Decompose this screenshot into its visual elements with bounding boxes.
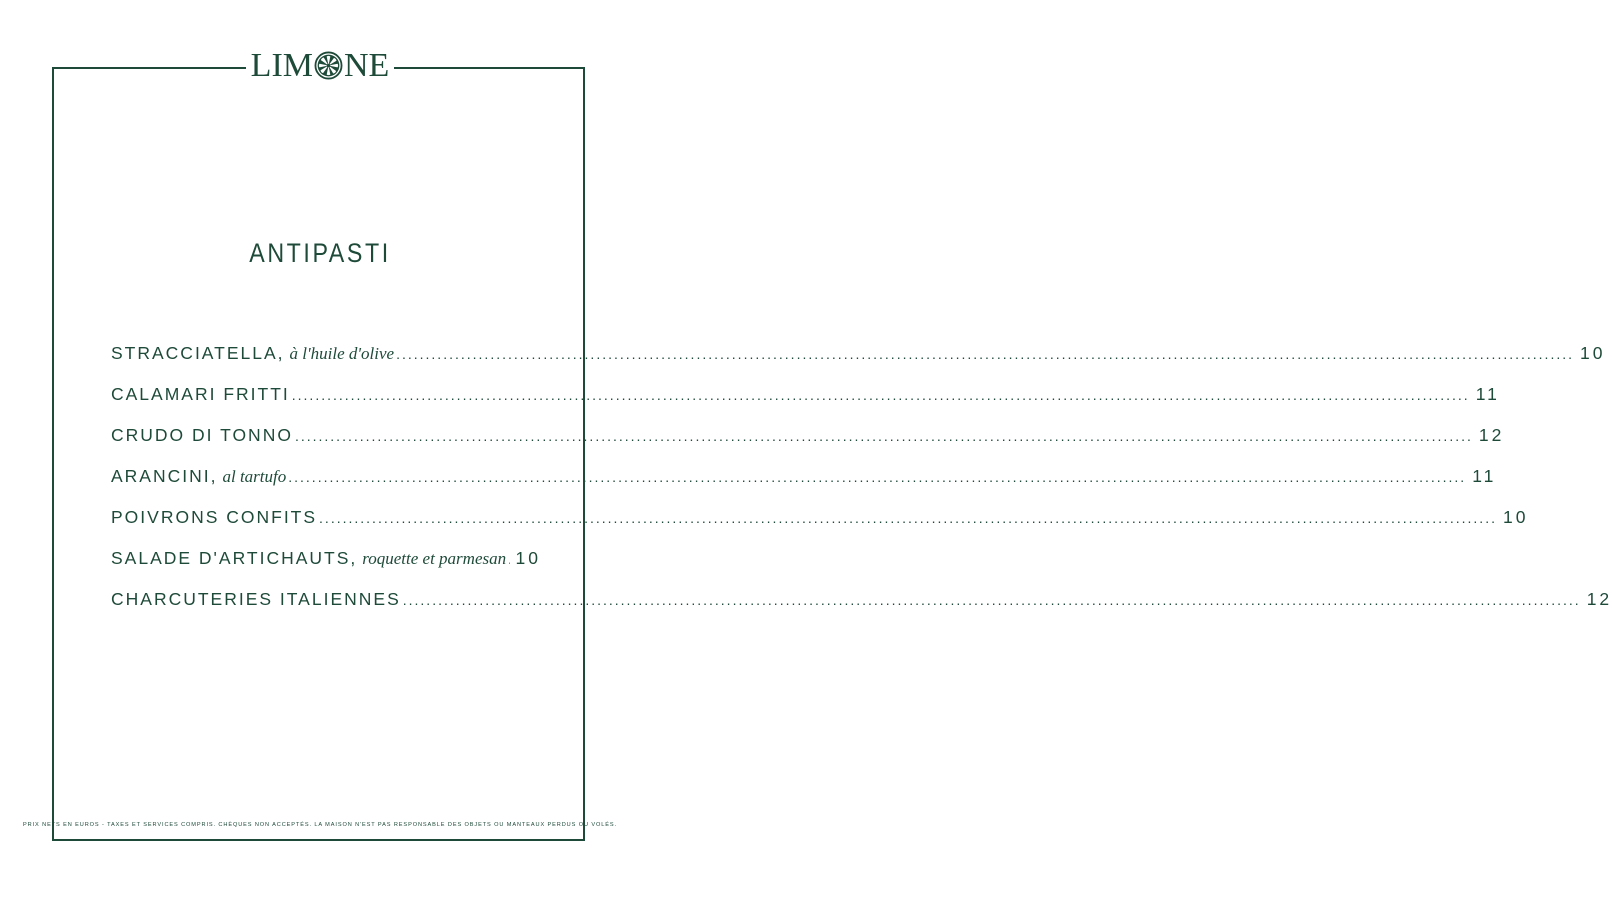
dot-leader <box>508 551 509 567</box>
menu-item-name: STRACCIATELLA, <box>111 343 285 363</box>
menu-item-name: CRUDO DI TONNO <box>111 425 293 445</box>
menu-item-price: 11 <box>1475 384 1500 404</box>
logo-text-right: NE <box>344 47 390 84</box>
dot-leader: ........................................................................................................................................................................................................ <box>396 346 1575 362</box>
footer-note: PRIX NETS EN EUROS - TAXES ET SERVICES COMPRIS. CHÈQUES NON ACCEPTÉS. LA MAISON N'EST PAS RESPONSABLE DES OBJETS OU MANTEAUX PERDUS OU VOLÉS. <box>23 822 617 828</box>
menu-item <box>111 384 1500 425</box>
menu-item-description: al tartufo <box>222 467 287 486</box>
menu-item-price: 10 <box>1580 343 1606 363</box>
dot-leader: ........................................................................................................................................................................................................ <box>402 592 1581 608</box>
menu-item-price: 10 <box>1502 507 1529 527</box>
dot-leader: ........................................................................................................................................................................................................ <box>294 428 1473 444</box>
menu-item-price: 12 <box>1586 589 1612 609</box>
menu-item <box>111 589 1612 630</box>
menu-item-name: ARANCINI, <box>111 466 218 486</box>
dot-leader: ........................................................................................................................................................................................................ <box>319 510 1497 526</box>
menu-item <box>111 425 1505 466</box>
menu-item-price: 10 <box>515 548 541 568</box>
lemon-slice-icon <box>314 51 343 80</box>
dot-leader: ........................................................................................................................................................................................................ <box>291 387 1470 403</box>
menu-item-name: CALAMARI FRITTI <box>111 384 290 404</box>
menu-item-price: 12 <box>1478 425 1505 445</box>
menu-item <box>111 507 1529 548</box>
menu-item-name: SALADE D'ARTICHAUTS, <box>111 548 358 568</box>
menu-item-name: CHARCUTERIES ITALIENNES <box>111 589 401 609</box>
logo-text-left: LIM <box>250 47 313 84</box>
menu-item-description: roquette et parmesan <box>362 549 507 568</box>
menu-item <box>111 466 1497 507</box>
menu-item <box>111 343 1606 384</box>
menu-item-price: 11 <box>1472 466 1497 486</box>
dot-leader: ........................................................................................................................................................................................................ <box>288 469 1467 485</box>
menu-item-name: POIVRONS CONFITS <box>111 507 318 527</box>
menu-item <box>111 548 541 589</box>
brand-logo <box>246 44 394 88</box>
page-title: ANTIPASTI <box>249 238 391 268</box>
menu-list <box>111 343 1612 630</box>
menu-item-description: à l'huile d'olive <box>289 344 395 363</box>
